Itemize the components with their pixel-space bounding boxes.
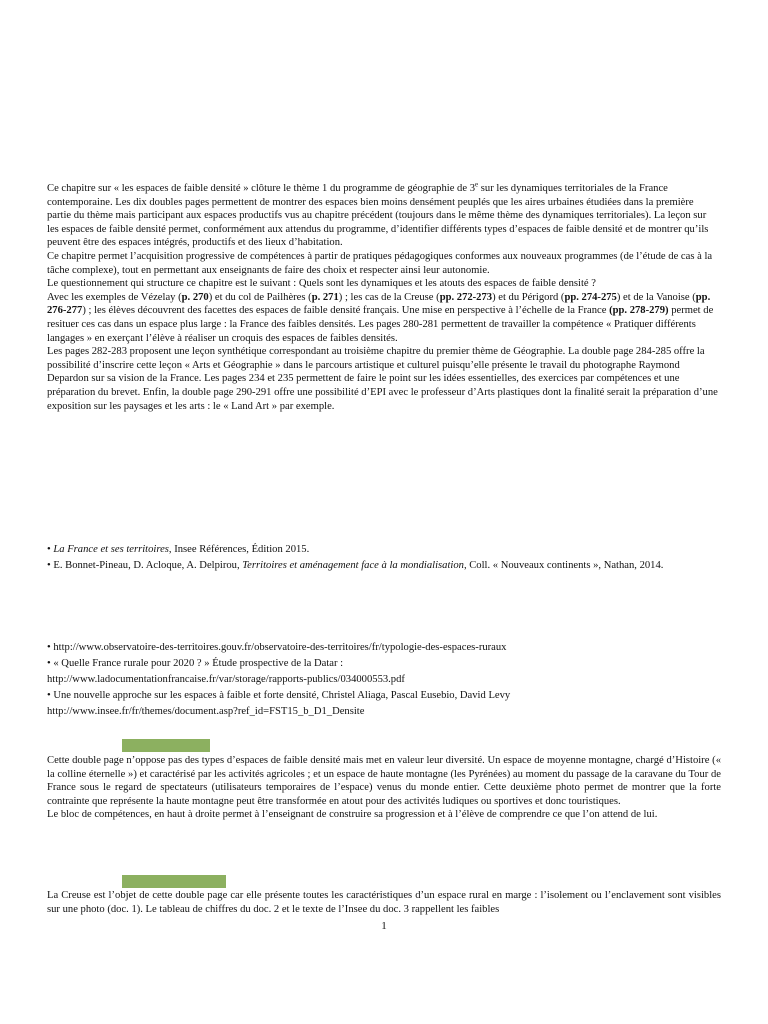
link-item[interactable]: http://www.ladocumentationfrancaise.fr/var/storage/rapports-publics/034000553.pdf <box>47 674 405 685</box>
bibliography-item: • La France et ses territoires, Insee Références, Édition 2015. <box>47 544 310 555</box>
page-number: 1 <box>381 920 387 932</box>
section-heading-bar <box>122 875 226 888</box>
link-item: • « Quelle France rurale pour 2020 ? » Étude prospective de la Datar : <box>47 658 344 669</box>
intro-paragraph: Avec les exemples de Vézelay (p. 270) et du col de Pailhères (p. 271) ; les cas de la Creuse (pp. 272-273) et du Périgord (pp. 274-275) et de la Vanoise (pp. 276-277) ; les élèves découvrent des facettes des espaces de faible densité français. Une mise en perspective à l’échelle de la France (pp. 278-279) permet de resituer ces cas dans un espace plus large : la France des faibles densités. Les pages 280-281 permettent de travailler la compétence « Pratiquer différents langages » en exerçant l’élève à réaliser un croquis des espaces de faibles densités. <box>47 291 714 344</box>
link-item: • Une nouvelle approche sur les espaces à faible et forte densité, Christel Aliaga, Pascal Eusebio, David Levy <box>47 690 511 701</box>
section-1-paragraph: Cette double page n’oppose pas des types d’espaces de faible densité mais met en valeur leur diversité. Un espace de moyenne montagne, chargé d’Histoire (« la colline éternelle ») et caractérisé par les activités agricoles ; et un espace de haute montagne (les Pyrénées) au moment du passage de la caravane du Tour de France sous le regard de spectateurs (utilisateurs temporaires de l’espace) venus du monde entier. Cette deuxième photo permet de montrer que la forte contrainte que représente la haute montagne peut être transformée en atout pour des activités ludiques ou sportives et donc touristiques. <box>47 755 721 807</box>
section-2 <box>47 889 721 916</box>
bibliography-item: • E. Bonnet-Pineau, D. Acloque, A. Delpirou, Territoires et aménagement face à la mondialisation, Coll. « Nouveaux continents », Nathan, 2014. <box>47 560 664 571</box>
intro-question: Le questionnement qui structure ce chapitre est le suivant : Quels sont les dynamiques et les atouts des espaces de faible densité ? <box>47 278 596 290</box>
intro-section <box>47 182 719 413</box>
intro-paragraph: Ce chapitre sur « les espaces de faible densité » clôture le thème 1 du programme de géographie de 3e sur les dynamiques territoriales de la France contemporaine. Les dix doubles pages permettent de montrer des espaces bien moins densément peuplés que les aires urbaines étudiées dans la première partie du thème mais participant aux espaces productifs vus au chapitre précédent (toujours dans le même thème des dynamiques territoriales). La leçon sur les espaces de faible densité permet, conformément aux attendus du programme, d’identifier différents types d’espaces de faible densité et de montrer qu’ils peuvent être des espaces intégrés, productifs et des lieux d’habitation. <box>47 180 709 249</box>
section-1-paragraph: Le bloc de compétences, en haut à droite permet à l’enseignant de construire sa progression et à l’élève de comprendre ce que l’on attend de lui. <box>47 809 658 821</box>
link-item[interactable]: • http://www.observatoire-des-territoires.gouv.fr/observatoire-des-territoires/fr/typologie-des-espaces-ruraux <box>47 642 507 653</box>
section-1 <box>47 754 721 822</box>
intro-paragraph: Les pages 282-283 proposent une leçon synthétique correspondant au troisième chapitre du premier thème de Géographie. La double page 284-285 offre la possibilité d’inscrire cette leçon « Arts et Géographie » dans le parcours artistique et culturel puisqu’elle présente le travail du photographe Raymond Depardon sur sa vision de la France. Les pages 234 et 235 permettent de faire le point sur les idées essentielles, des exercices par compétences et une préparation du brevet. Enfin, la double page 290-291 offre une possibilité d’EPI avec le professeur d’Arts plastiques dont la finalité serait la préparation d’une exposition sur les paysages et les arts : le « Land Art » par exemple. <box>47 346 718 412</box>
intro-paragraph: Ce chapitre permet l’acquisition progressive de compétences à partir de pratiques pédagogiques conformes aux nouveaux programmes (de l’étude de cas à la tâche complexe), tout en permettant aux enseignants de faire des choix et respecter ainsi leur autonomie. <box>47 250 713 276</box>
link-item[interactable]: http://www.insee.fr/fr/themes/document.asp?ref_id=FST15_b_D1_Densite <box>47 706 365 717</box>
section-heading-bar <box>122 739 210 752</box>
section-2-paragraph: La Creuse est l’objet de cette double page car elle présente toutes les caractéristiques d’un espace rural en marge : l’isolement ou l’enclavement sont visibles sur une photo (doc. 1). Le tableau de chiffres du doc. 2 et le texte de l’Insee du doc. 3 rappellent les faibles <box>47 890 721 915</box>
